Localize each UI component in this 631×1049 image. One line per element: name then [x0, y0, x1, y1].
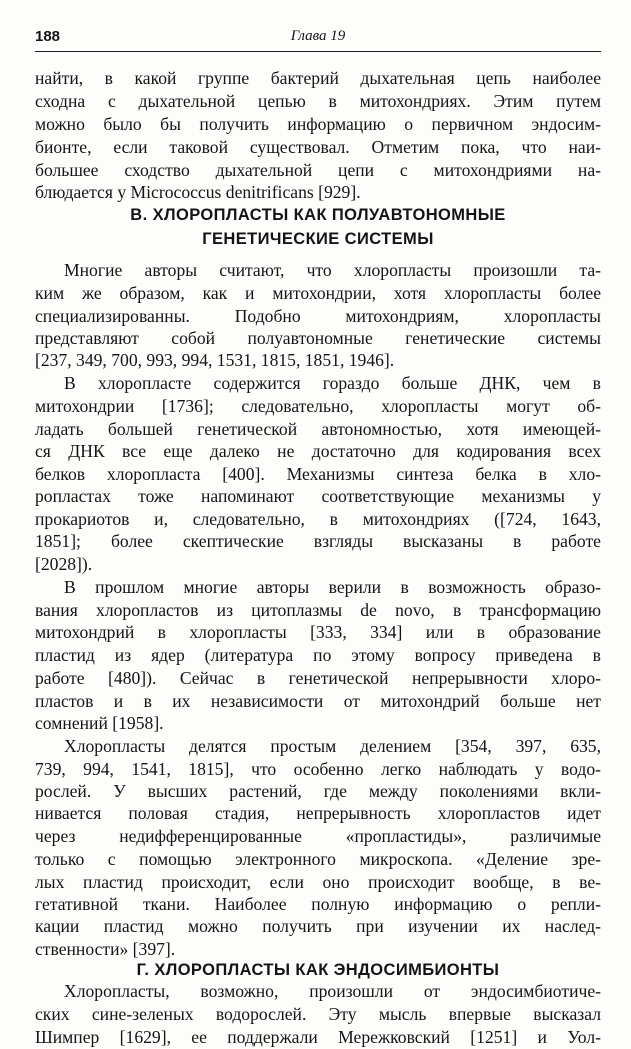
text-line: рослей. У высших растений, где между поколениями вкли-	[35, 781, 601, 801]
text-line: пластид из ядер (литература по этому вопросу приведена в	[35, 645, 601, 665]
text-line: сомнений [1958].	[35, 713, 164, 733]
chapter-title: Глава 19	[290, 28, 346, 44]
text-line: Многие авторы считают, что хлоропласты произошли та-	[64, 260, 601, 280]
text-line: митохондрии [1736]; следовательно, хлоропласты могут об-	[35, 396, 601, 416]
text-line: прокариотов и, следовательно, в митохондриях ([724, 1643,	[35, 509, 601, 529]
text-line: [237, 349, 700, 993, 994, 1531, 1815, 1851, 1946].	[35, 350, 395, 370]
text-line: представляют собой полуавтономные генетические системы	[35, 328, 601, 348]
text-line: ся ДНК все еще далеко не достаточно для кодирования всех	[35, 441, 601, 461]
text-line: кации пластид можно получить при изучении их наслед-	[35, 916, 601, 936]
text-line: можно было бы получить информацию о первичном эндосим-	[35, 114, 601, 134]
text-line: ким же образом, как и митохондрии, хотя хлоропласты более	[35, 283, 601, 303]
text-line: белков хлоропласта [400]. Механизмы синтеза белка в хло-	[35, 464, 601, 484]
text-line: [2028]).	[35, 554, 93, 574]
text-line: специализированны. Подобно митохондриям, хлоропласты	[35, 306, 601, 326]
text-line: ропластах тоже напоминают соответствующие механизмы у	[35, 486, 601, 506]
text-line: В прошлом многие авторы верили в возможность образо-	[64, 577, 601, 597]
text-line: 739, 994, 1541, 1815], что особенно легко наблюдать у водо-	[35, 759, 601, 779]
page-number: 188	[35, 28, 61, 45]
section-heading: ГЕНЕТИЧЕСКИЕ СИСТЕМЫ	[202, 230, 434, 248]
text-line: найти, в какой группе бактерий дыхательная цепь наиболее	[35, 68, 601, 88]
text-line: работе [480]). Сейчас в генетической непрерывности хлоро-	[35, 668, 601, 688]
text-line: сходна с дыхательной цепью в митохондриях. Этим путем	[35, 91, 601, 111]
header-rule	[35, 51, 601, 52]
text-line: гетативной ткани. Наиболее полную информацию о репли-	[35, 894, 601, 914]
text-line: только с помощью электронного микроскопа. «Деление зре-	[35, 849, 601, 869]
text-line: вания хлоропластов из цитоплазмы de novo, в трансформацию	[35, 600, 601, 620]
text-line: В хлоропласте содержится гораздо больше ДНК, чем в	[64, 373, 601, 393]
text-line: большее сходство дыхательной цепи с митохондриями на-	[35, 160, 601, 180]
text-line: ственности» [397].	[35, 939, 176, 959]
text-line: Шимпер [1629], ее поддержали Мережковский [1251] и Уол-	[35, 1027, 601, 1047]
text-line: блюдается у Micrococcus denitrificans [929].	[35, 182, 361, 202]
text-line: Хлоропласты, возможно, произошли от эндосимбиотиче-	[64, 981, 601, 1001]
text-line: 1851]; более скептические взгляды высказаны в работе	[35, 531, 601, 551]
text-line: Хлоропласты делятся простым делением [354, 397, 635,	[64, 736, 601, 756]
text-line: пластов и в их независимости от митохондрий больше нет	[35, 691, 601, 711]
text-line: лых пластид происходит, если оно происходит вообще, в ве-	[35, 872, 601, 892]
text-line: митохондрий в хлоропласты [333, 334] или в образование	[35, 622, 601, 642]
text-line: бионте, если таковой существовал. Отметим пока, что наи-	[35, 137, 601, 157]
running-header	[35, 28, 601, 50]
section-heading: В. ХЛОРОПЛАСТЫ КАК ПОЛУАВТОНОМНЫЕ	[130, 206, 506, 224]
text-line: через недифференцированные «пропластиды», различимые	[35, 826, 601, 846]
text-line: ских сине-зеленых водорослей. Эту мысль впервые высказал	[35, 1004, 601, 1024]
section-heading: Г. ХЛОРОПЛАСТЫ КАК ЭНДОСИМБИОНТЫ	[136, 961, 500, 979]
text-line: ладать большей генетической автономностью, хотя имеющей-	[35, 419, 601, 439]
text-line: нивается половая стадия, непрерывность хлоропластов идет	[35, 803, 601, 823]
